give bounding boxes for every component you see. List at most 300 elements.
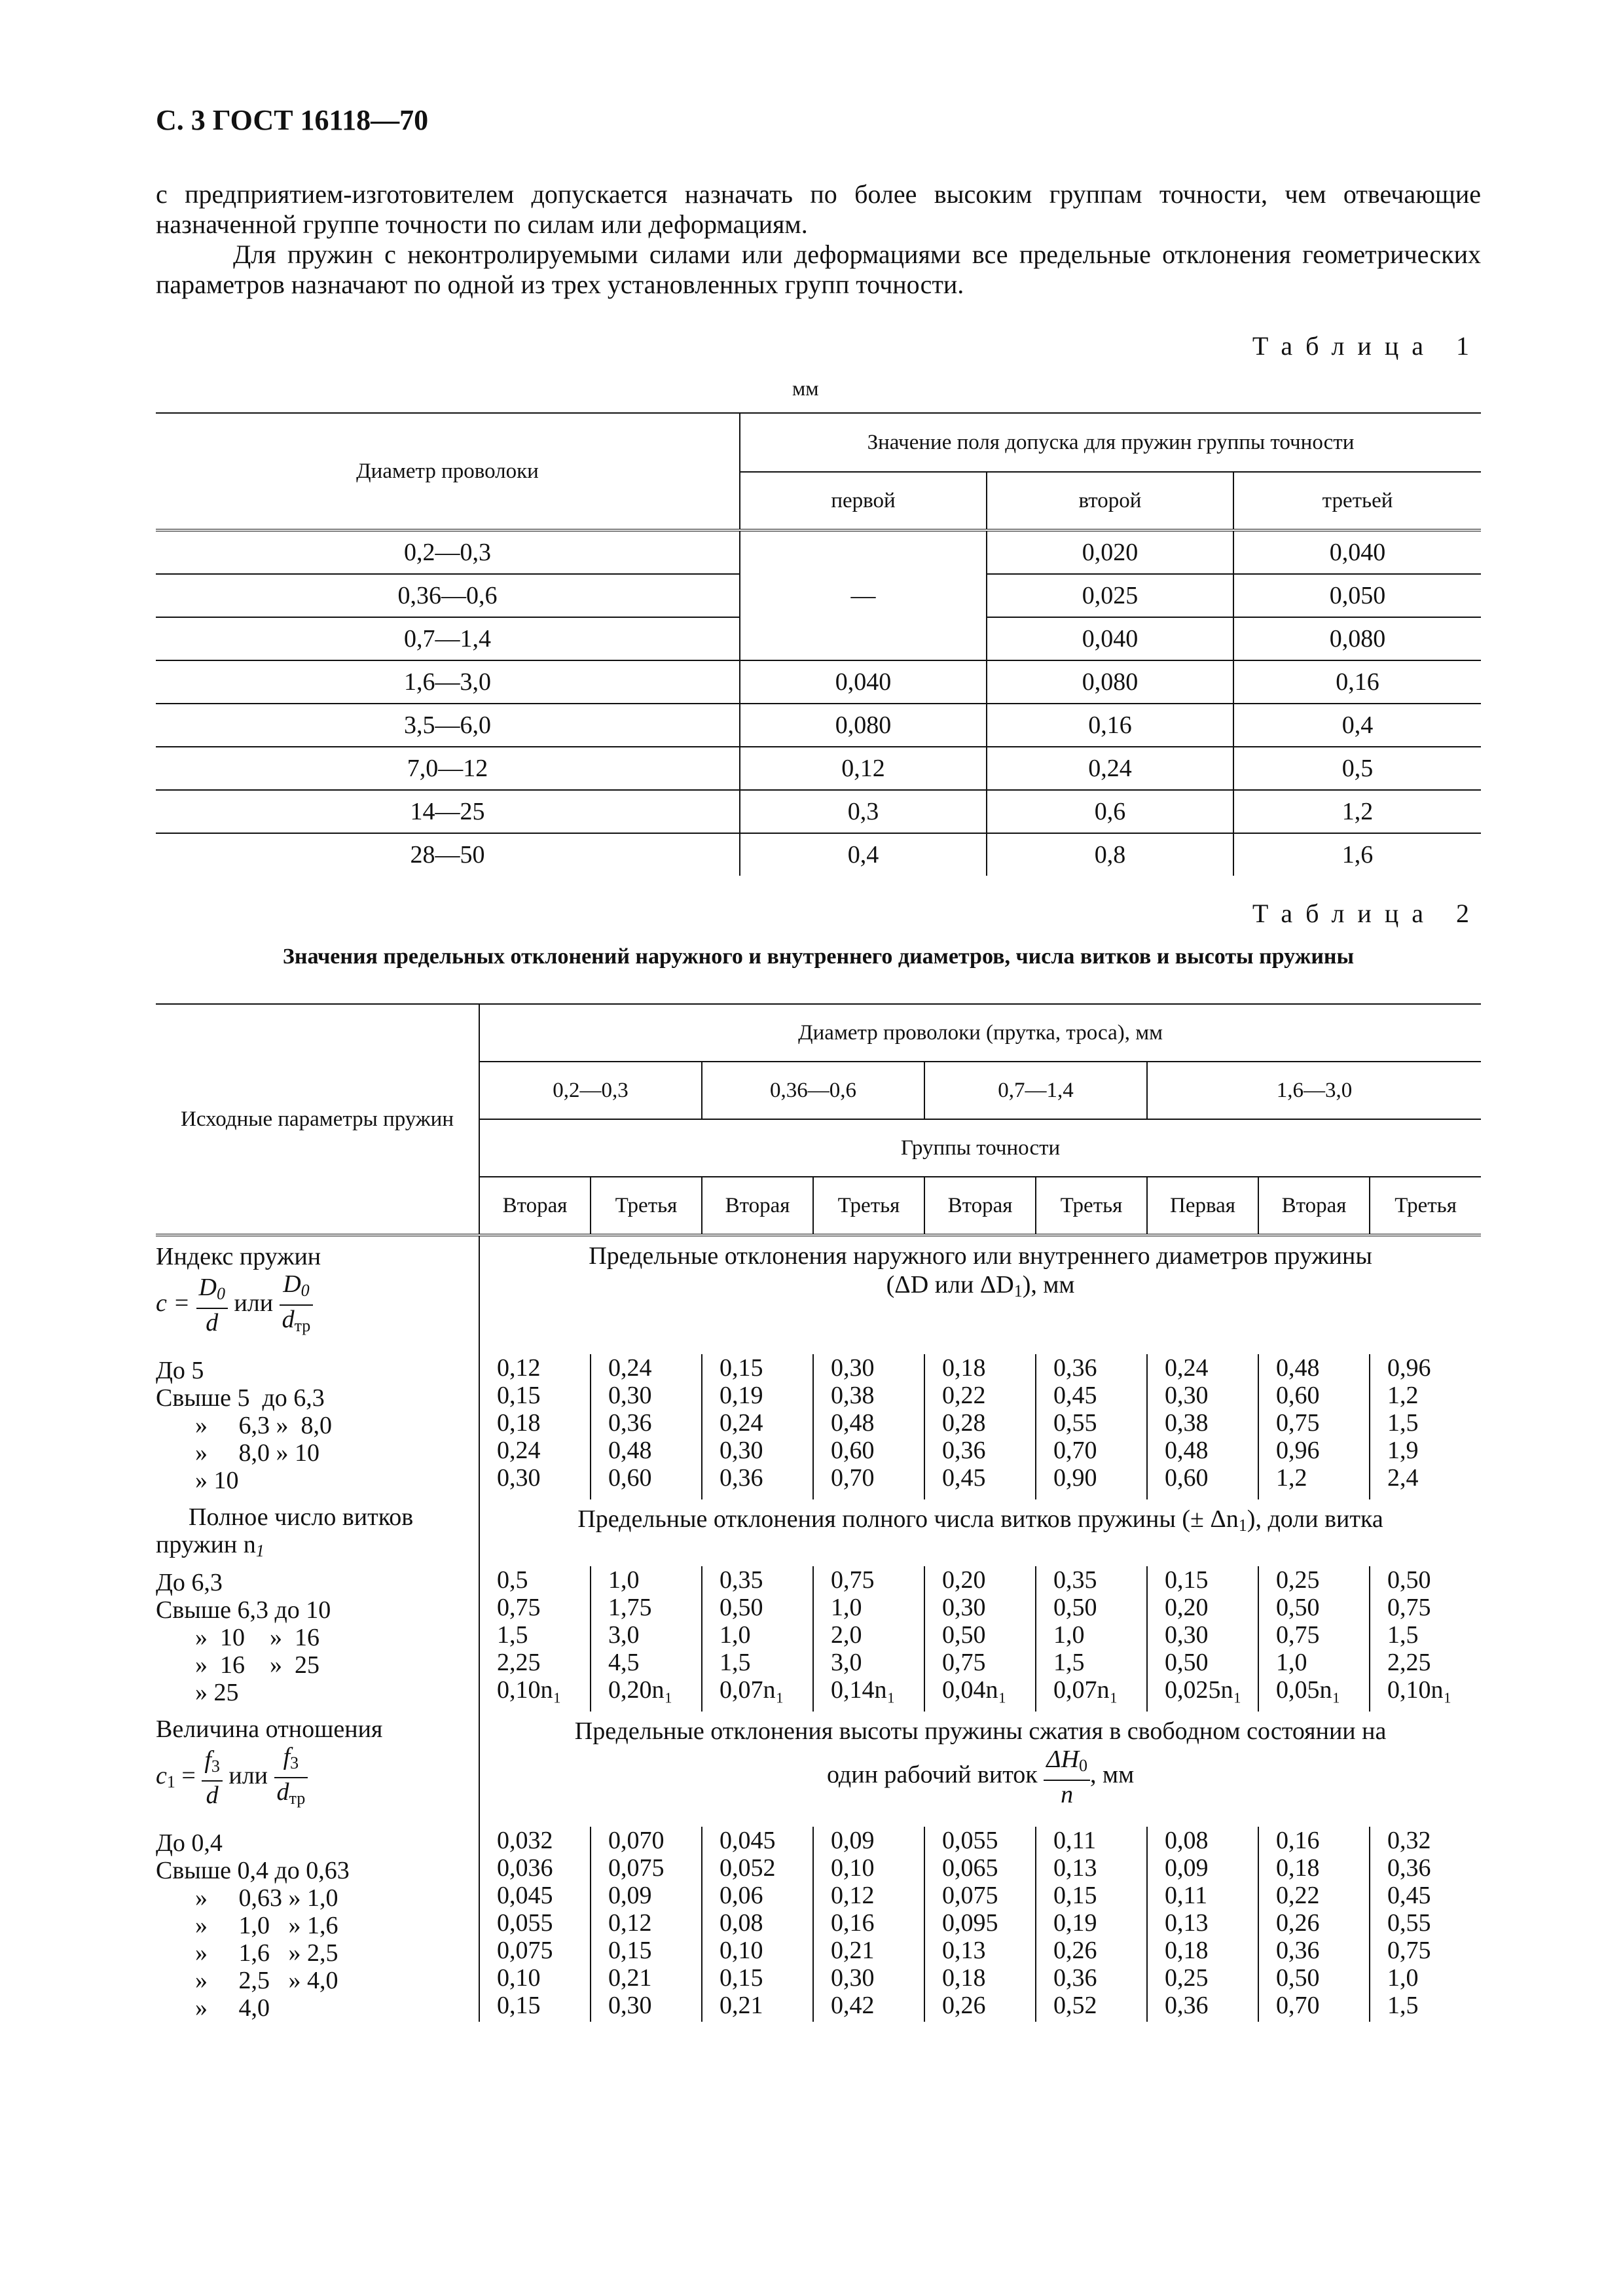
sec2-param-label: Полное число витков пружин n	[156, 1503, 414, 1558]
value: 0,50	[1276, 1594, 1320, 1621]
value: 0,70	[1053, 1437, 1097, 1464]
table2-acc-col: Вторая	[479, 1177, 591, 1235]
table1-cell: 0,040	[740, 660, 987, 704]
value: 0,30	[1165, 1382, 1209, 1409]
sec3-param-label: Величина отношения	[156, 1715, 383, 1743]
sec1-col	[591, 1354, 702, 1499]
value: 1,75	[608, 1594, 652, 1621]
value: 0,75	[1387, 1937, 1431, 1964]
formula-c1-sub: 1	[166, 1772, 175, 1791]
sec3-col	[924, 1827, 1036, 2022]
table2-diam-group: 0,7—1,4	[924, 1062, 1147, 1119]
sec2-desc-sub: 1	[1238, 1516, 1247, 1535]
value: 0,11	[1165, 1882, 1208, 1909]
table1-cell: 14—25	[156, 790, 740, 833]
value: 0,036	[497, 1854, 553, 1882]
value: 3,0	[831, 1649, 862, 1676]
sec2-col	[1036, 1566, 1147, 1712]
value: 0,22	[1276, 1882, 1320, 1909]
value: 0,30	[942, 1594, 986, 1621]
value: 0,15	[608, 1937, 652, 1964]
value: 1,0	[720, 1621, 751, 1649]
value: 0,10n₁	[497, 1676, 562, 1704]
sec2-col	[479, 1566, 591, 1712]
value: 0,10n₁	[1387, 1676, 1452, 1704]
sec1-label: Свыше 5 до 6,3	[156, 1384, 325, 1412]
value: 1,5	[1387, 1992, 1419, 2019]
value: 0,065	[942, 1854, 998, 1882]
value: 0,96	[1387, 1354, 1431, 1382]
table1-cell: 0,4	[740, 833, 987, 876]
sec1-col	[1036, 1354, 1147, 1499]
value: 1,0	[1276, 1649, 1307, 1676]
table1-cell: 28—50	[410, 841, 485, 869]
sec3-col	[1147, 1827, 1258, 2022]
table1-cell: 0,025	[987, 574, 1233, 617]
value: 0,15	[1165, 1566, 1209, 1594]
sec1-label: » 10	[195, 1467, 239, 1494]
table1-cell: 0,3	[740, 790, 987, 833]
value: 0,18	[1165, 1937, 1209, 1964]
value: 1,5	[1387, 1621, 1419, 1649]
sec2-col	[1370, 1566, 1481, 1712]
value: 0,18	[942, 1964, 986, 1992]
table1-cell: 0,24	[987, 747, 1233, 790]
value: 0,50	[942, 1621, 986, 1649]
sec2-label: До 6,3	[156, 1569, 223, 1596]
value: 0,24	[720, 1409, 763, 1437]
sec3-formula	[156, 1743, 308, 1809]
sec2-label: » 10 » 16	[195, 1624, 319, 1651]
value: 1,0	[1387, 1964, 1419, 1992]
sec1-label: » 8,0 » 10	[195, 1439, 319, 1467]
value: 0,55	[1387, 1909, 1431, 1937]
value: 0,11	[1053, 1827, 1097, 1854]
sec1-col	[1258, 1354, 1370, 1499]
value: 0,26	[1276, 1909, 1320, 1937]
value: 0,70	[831, 1464, 875, 1492]
table1-units: мм	[792, 376, 819, 400]
table1-subheader: первой	[740, 472, 987, 530]
value: 0,28	[942, 1409, 986, 1437]
value: 0,55	[1053, 1409, 1097, 1437]
value: 0,14n₁	[831, 1676, 896, 1704]
value: 0,13	[942, 1937, 986, 1964]
paragraph-2: Для пружин с неконтролируемыми силами или деформациями все предельные отклонения геометрических параметров назначают по одной из трех установленных групп точности.	[156, 240, 1481, 299]
value: 0,07n₁	[720, 1676, 784, 1704]
value: 0,38	[1165, 1409, 1209, 1437]
value: 0,10	[720, 1937, 763, 1964]
value: 0,12	[608, 1909, 652, 1937]
frac-num-sub: 3	[211, 1757, 220, 1776]
sec1-col	[1370, 1354, 1481, 1499]
frac-num: f	[283, 1743, 291, 1770]
table2-caption: Таблица 2	[1252, 899, 1482, 928]
table1-cell: 0,5	[1233, 747, 1481, 790]
sec3-label: » 4,0	[195, 1994, 270, 2022]
value: 0,30	[720, 1437, 763, 1464]
sec3-label: Свыше 0,4 до 0,63	[156, 1857, 350, 1884]
value: 3,0	[608, 1621, 640, 1649]
frac-den: n	[1061, 1781, 1074, 1808]
value: 0,38	[831, 1382, 875, 1409]
sec1-col	[479, 1354, 591, 1499]
table1-cell: 0,16	[1233, 660, 1481, 704]
value: 0,04n₁	[942, 1676, 1007, 1704]
value: 0,15	[720, 1964, 763, 1992]
value: 2,4	[1387, 1464, 1419, 1492]
formula-or: или	[234, 1289, 274, 1317]
sec1-param	[156, 1235, 479, 1354]
value: 0,26	[942, 1992, 986, 2019]
table1-cell: 0,12	[740, 747, 987, 790]
sec1-col	[924, 1354, 1036, 1499]
table1-subheader: второй	[987, 472, 1233, 530]
table-1	[156, 412, 1481, 876]
table2-header-accuracy: Группы точности	[479, 1119, 1481, 1177]
value: 0,26	[1053, 1937, 1097, 1964]
value: 0,032	[497, 1827, 553, 1854]
value: 0,60	[1165, 1464, 1209, 1492]
sec2-label: » 16 » 25	[195, 1651, 319, 1679]
value: 0,35	[720, 1566, 763, 1594]
value: 0,08	[720, 1909, 763, 1937]
value: 0,90	[1053, 1464, 1097, 1492]
sec2-col	[702, 1566, 813, 1712]
value: 1,5	[1053, 1649, 1085, 1676]
fraction-d0-d	[196, 1274, 228, 1336]
value: 0,30	[831, 1354, 875, 1382]
table1-dash-cell: —	[740, 530, 987, 660]
value: 0,50	[720, 1594, 763, 1621]
table1-cell: 0,6	[987, 790, 1233, 833]
value: 0,21	[831, 1937, 875, 1964]
frac-den-sub: тр	[289, 1789, 306, 1808]
table2-header-params: Исходные параметры пружин	[156, 1004, 479, 1235]
value: 0,075	[608, 1854, 665, 1882]
table2-diam-group: 1,6—3,0	[1147, 1062, 1481, 1119]
value: 0,36	[1276, 1937, 1320, 1964]
sec3-label: » 0,63 » 1,0	[195, 1884, 338, 1912]
sec2-label: » 25	[195, 1679, 239, 1706]
value: 0,09	[831, 1827, 875, 1854]
table2-header-wire: Диаметр проволоки (прутка, троса), мм	[479, 1004, 1481, 1062]
formula-eq: =	[181, 1761, 196, 1789]
value: 0,20	[1165, 1594, 1209, 1621]
frac-den: d	[276, 1778, 289, 1806]
value: 0,19	[720, 1382, 763, 1409]
frac-num: f	[204, 1746, 211, 1774]
fraction-d0-dtr	[280, 1270, 314, 1340]
value: 0,50	[1053, 1594, 1097, 1621]
value: 0,36	[608, 1409, 652, 1437]
value: 0,045	[497, 1882, 553, 1909]
table1-cell: 1,6	[1233, 833, 1481, 876]
sec1-col	[702, 1354, 813, 1499]
value: 0,70	[1276, 1992, 1320, 2019]
sec3-label: » 1,6 » 2,5	[195, 1939, 338, 1967]
value: 1,2	[1387, 1382, 1419, 1409]
frac-num: D	[198, 1274, 217, 1301]
table1-subheader: третьей	[1233, 472, 1481, 530]
table2-title: Значения предельных отклонений наружного и внутреннего диаметров, числа витков и высоты пружины	[282, 944, 1355, 969]
table1-cell: 0,080	[740, 704, 987, 747]
value: 0,055	[497, 1909, 553, 1937]
value: 0,10	[497, 1964, 541, 1992]
value: 0,095	[942, 1909, 998, 1937]
value: 0,21	[720, 1992, 763, 2019]
sec1-desc-sub: 1	[1013, 1282, 1023, 1300]
table2-acc-col: Вторая	[1258, 1177, 1370, 1235]
frac-num-sub: 0	[1079, 1756, 1088, 1775]
table2-acc-col: Вторая	[702, 1177, 813, 1235]
value: 0,36	[720, 1464, 763, 1492]
value: 0,15	[1053, 1882, 1097, 1909]
value: 0,20	[942, 1566, 986, 1594]
value: 0,25	[1276, 1566, 1320, 1594]
frac-den: d	[206, 1782, 219, 1809]
sec2-col	[924, 1566, 1036, 1712]
value: 1,9	[1387, 1437, 1419, 1464]
sec1-col	[1147, 1354, 1258, 1499]
sec2-desc	[479, 1499, 1481, 1566]
sec1-label: До 5	[156, 1357, 204, 1384]
sec1-desc-end: ), мм	[1022, 1271, 1075, 1299]
value: 0,30	[1165, 1621, 1209, 1649]
value: 0,15	[720, 1354, 763, 1382]
value: 0,30	[497, 1464, 541, 1492]
value: 0,18	[1276, 1854, 1320, 1882]
sec2-desc-end: ), доли витка	[1247, 1505, 1383, 1533]
sec1-labels	[156, 1354, 479, 1499]
value: 0,16	[1276, 1827, 1320, 1854]
sec3-col	[1036, 1827, 1147, 2022]
table2-diam-group: 0,36—0,6	[702, 1062, 924, 1119]
table2-acc-col: Третья	[813, 1177, 924, 1235]
value: 0,21	[608, 1964, 652, 1992]
table1-cell: 0,4	[1233, 704, 1481, 747]
value: 0,36	[1053, 1354, 1097, 1382]
value: 0,75	[1276, 1621, 1320, 1649]
frac-den-sub: тр	[294, 1316, 311, 1335]
value: 0,36	[1165, 1992, 1209, 2019]
formula-or: или	[228, 1761, 268, 1789]
value: 0,42	[831, 1992, 875, 2019]
sec3-labels	[156, 1827, 479, 2022]
value: 0,07n₁	[1053, 1676, 1118, 1704]
sec2-param-sub: 1	[255, 1541, 264, 1560]
value: 0,75	[942, 1649, 986, 1676]
value: 0,75	[831, 1566, 875, 1594]
value: 0,12	[831, 1882, 875, 1909]
value: 0,12	[497, 1354, 541, 1382]
table2-acc-col: Вторая	[924, 1177, 1036, 1235]
sec3-col	[1258, 1827, 1370, 2022]
frac-num: ΔH	[1046, 1746, 1080, 1773]
table2-acc-col: Третья	[1036, 1177, 1147, 1235]
table1-cell: 3,5—6,0	[156, 704, 740, 747]
page-header: С. 3 ГОСТ 16118—70	[156, 104, 429, 136]
value: 0,32	[1387, 1827, 1431, 1854]
table1-cell: 1,2	[1233, 790, 1481, 833]
sec2-labels	[156, 1566, 479, 1712]
table1-cell: 7,0—12	[156, 747, 740, 790]
value: 1,0	[1053, 1621, 1085, 1649]
value: 0,09	[608, 1882, 652, 1909]
table1-cell: 0,040	[1233, 530, 1481, 574]
value: 0,48	[831, 1409, 875, 1437]
value: 2,25	[497, 1649, 541, 1676]
value: 0,75	[1276, 1409, 1320, 1437]
value: 0,24	[1165, 1354, 1209, 1382]
table1-cell: 0,36—0,6	[156, 574, 740, 617]
value: 0,48	[1165, 1437, 1209, 1464]
value: 0,60	[608, 1464, 652, 1492]
value: 0,48	[608, 1437, 652, 1464]
table1-cell: 0,050	[1233, 574, 1481, 617]
value: 0,50	[1387, 1566, 1431, 1594]
sec3-col	[702, 1827, 813, 2022]
value: 0,35	[1053, 1566, 1097, 1594]
value: 0,30	[608, 1992, 652, 2019]
table1-cell: 0,8	[987, 833, 1233, 876]
table2-acc-col: Третья	[1370, 1177, 1481, 1235]
sec2-desc-text: Предельные отклонения полного числа витков пружины (± Δn	[577, 1505, 1239, 1533]
table2-acc-col: Третья	[591, 1177, 702, 1235]
fraction-dh0-n	[1044, 1746, 1090, 1808]
sec3-col	[479, 1827, 591, 2022]
value: 0,45	[1053, 1382, 1097, 1409]
sec3-desc	[479, 1712, 1481, 1827]
value: 0,25	[1165, 1964, 1209, 1992]
table1-header-group: Значение поля допуска для пружин группы точности	[740, 413, 1481, 472]
value: 0,60	[1276, 1382, 1320, 1409]
sec1-desc-line2: (ΔD или ΔD	[886, 1271, 1014, 1299]
value: 1,0	[831, 1594, 862, 1621]
table1-cell: 0,2—0,3	[156, 530, 740, 574]
sec2-param	[156, 1499, 479, 1566]
frac-num-sub: 3	[290, 1753, 299, 1772]
frac-den: d	[206, 1309, 219, 1336]
sec1-param-label: Индекс пружин	[156, 1243, 321, 1270]
value: 0,45	[1387, 1882, 1431, 1909]
sec3-label: » 1,0 » 1,6	[195, 1912, 338, 1939]
table1-cell: 0,16	[987, 704, 1233, 747]
value: 0,13	[1165, 1909, 1209, 1937]
value: 0,15	[497, 1992, 541, 2019]
table1-cell: 0,040	[987, 617, 1233, 660]
value: 0,055	[942, 1827, 998, 1854]
formula-c: c =	[156, 1289, 191, 1317]
sec3-col	[591, 1827, 702, 2022]
value: 0,025n₁	[1165, 1676, 1242, 1704]
table-2	[156, 1003, 1481, 2022]
value: 0,48	[1276, 1354, 1320, 1382]
sec1-desc-line1: Предельные отклонения наружного или внутреннего диаметров пружины	[589, 1242, 1372, 1270]
frac-num-sub: 0	[216, 1284, 225, 1303]
value: 0,19	[1053, 1909, 1097, 1937]
value: 0,15	[497, 1382, 541, 1409]
value: 0,50	[1165, 1649, 1209, 1676]
table1-cell: 0,080	[987, 660, 1233, 704]
sec3-desc-line2: один рабочий виток	[827, 1761, 1038, 1789]
value: 0,13	[1053, 1854, 1097, 1882]
table1-header-diameter: Диаметр проволоки	[156, 413, 740, 530]
sec2-col	[591, 1566, 702, 1712]
frac-num: D	[283, 1270, 301, 1298]
value: 0,24	[497, 1437, 541, 1464]
table1-cell: 0,7—1,4	[156, 617, 740, 660]
sec3-label: » 2,5 » 4,0	[195, 1967, 338, 1994]
value: 0,08	[1165, 1827, 1209, 1854]
frac-den: d	[282, 1306, 295, 1333]
value: 0,36	[1387, 1854, 1431, 1882]
sec3-param	[156, 1712, 479, 1827]
fraction-f3-dtr	[274, 1743, 308, 1812]
sec2-label: Свыше 6,3 до 10	[156, 1596, 331, 1624]
table1-caption: Таблица 1	[1252, 331, 1482, 361]
value: 0,36	[942, 1437, 986, 1464]
sec1-label: » 6,3 » 8,0	[195, 1412, 332, 1439]
sec3-desc-line1: Предельные отклонения высоты пружины сжатия в свободном состоянии на	[574, 1717, 1387, 1745]
value: 0,070	[608, 1827, 665, 1854]
value: 0,045	[720, 1827, 776, 1854]
value: 2,25	[1387, 1649, 1431, 1676]
value: 0,30	[608, 1382, 652, 1409]
table2-diam-group: 0,2—0,3	[479, 1062, 702, 1119]
frac-num-sub: 0	[301, 1281, 310, 1300]
value: 0,075	[497, 1937, 553, 1964]
value: 1,5	[497, 1621, 528, 1649]
value: 0,16	[831, 1909, 875, 1937]
value: 1,5	[1387, 1409, 1419, 1437]
table1-cell: 0,020	[987, 530, 1233, 574]
value: 0,5	[497, 1566, 528, 1594]
sec2-col	[1147, 1566, 1258, 1712]
value: 0,36	[1053, 1964, 1097, 1992]
sec2-col	[1258, 1566, 1370, 1712]
sec1-desc	[479, 1235, 1481, 1354]
sec2-col	[813, 1566, 924, 1712]
value: 0,22	[942, 1382, 986, 1409]
sec3-col	[813, 1827, 924, 2022]
table1-cell: 0,080	[1233, 617, 1481, 660]
value: 0,18	[942, 1354, 986, 1382]
table1-cell: 1,6—3,0	[156, 660, 740, 704]
value: 1,0	[608, 1566, 640, 1594]
value: 0,20n₁	[608, 1676, 673, 1704]
sec3-desc-end: , мм	[1090, 1761, 1135, 1789]
value: 0,75	[1387, 1594, 1431, 1621]
fraction-f3-d	[202, 1746, 223, 1809]
value: 0,05n₁	[1276, 1676, 1341, 1704]
value: 0,96	[1276, 1437, 1320, 1464]
sec1-formula	[156, 1270, 313, 1336]
sec3-col	[1370, 1827, 1481, 2022]
sec1-col	[813, 1354, 924, 1499]
table2-acc-col: Первая	[1147, 1177, 1258, 1235]
value: 0,10	[831, 1854, 875, 1882]
value: 0,09	[1165, 1854, 1209, 1882]
value: 0,052	[720, 1854, 776, 1882]
value: 1,2	[1276, 1464, 1307, 1492]
value: 0,06	[720, 1882, 763, 1909]
paragraph-1: с предприятием-изготовителем допускается назначать по более высоким группам точности, чем отвечающие назначенной группе точности по силам или деформациям.	[156, 179, 1481, 239]
value: 0,18	[497, 1409, 541, 1437]
sec3-label: До 0,4	[156, 1829, 223, 1857]
value: 0,60	[831, 1437, 875, 1464]
value: 0,075	[942, 1882, 998, 1909]
